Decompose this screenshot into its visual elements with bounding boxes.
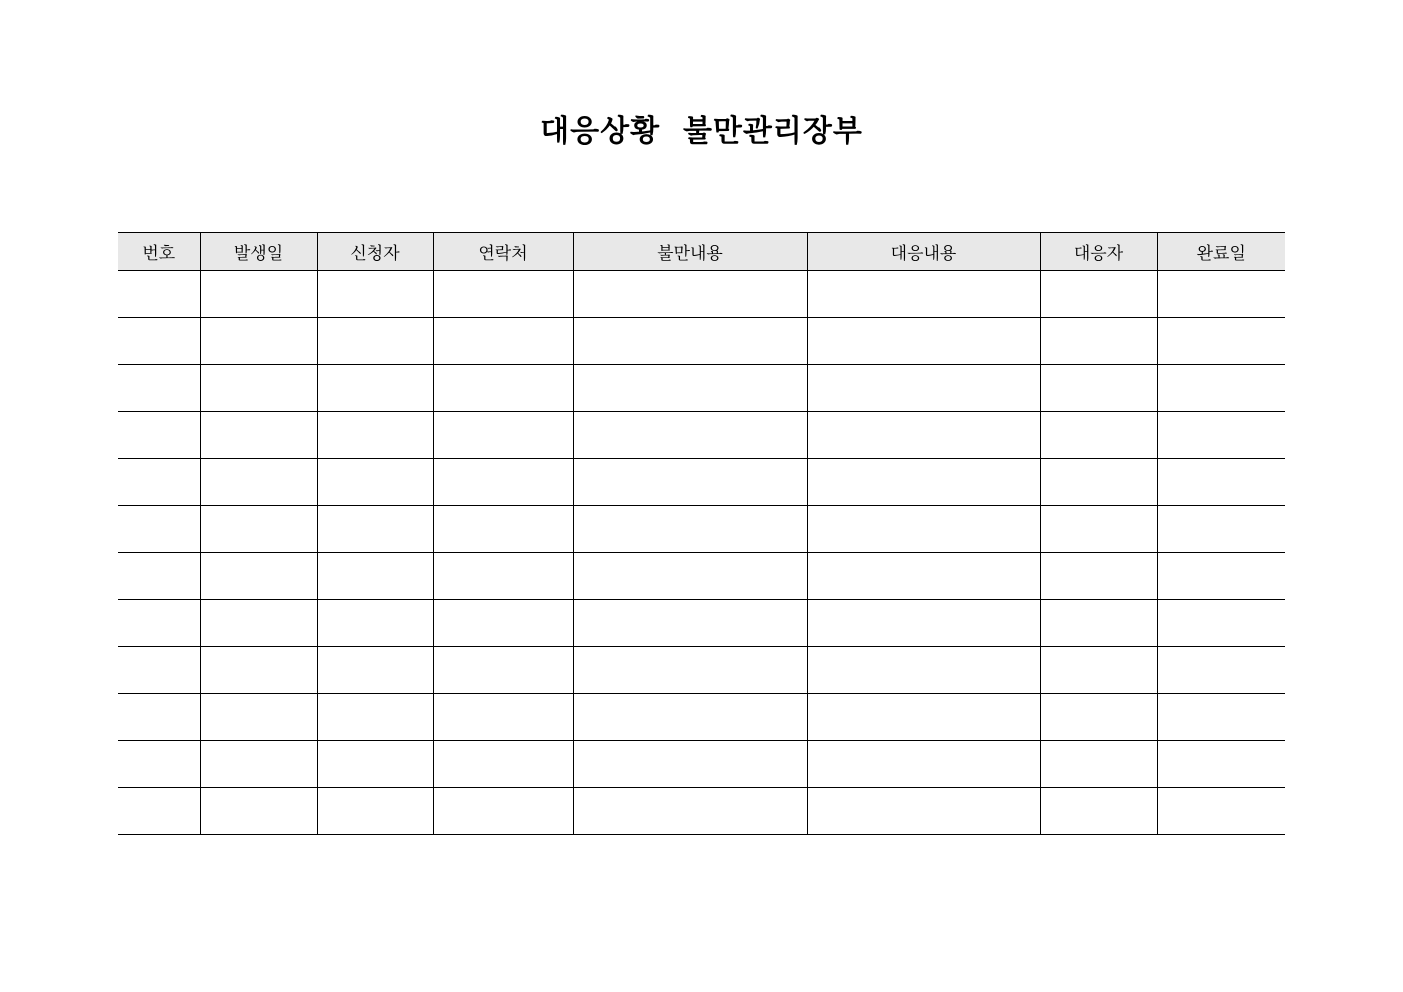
cell-responder[interactable] [1040,694,1157,741]
cell-responder[interactable] [1040,788,1157,835]
cell-date-occurred[interactable] [200,553,317,600]
cell-complaint-details[interactable] [573,412,807,459]
cell-responder[interactable] [1040,506,1157,553]
cell-response-details[interactable] [807,459,1040,506]
cell-contact[interactable] [433,506,573,553]
header-date-completed: 완료일 [1157,233,1285,271]
cell-number[interactable] [118,318,200,365]
cell-contact[interactable] [433,694,573,741]
cell-date-completed[interactable] [1157,788,1285,835]
cell-date-completed[interactable] [1157,459,1285,506]
cell-response-details[interactable] [807,788,1040,835]
table-row [118,365,1285,412]
cell-response-details[interactable] [807,506,1040,553]
cell-contact[interactable] [433,459,573,506]
cell-date-completed[interactable] [1157,694,1285,741]
table-row [118,600,1285,647]
cell-applicant[interactable] [317,741,433,788]
table-row [118,318,1285,365]
cell-applicant[interactable] [317,788,433,835]
cell-date-completed[interactable] [1157,271,1285,318]
cell-responder[interactable] [1040,412,1157,459]
table-body [118,271,1285,835]
cell-contact[interactable] [433,271,573,318]
header-number: 번호 [118,233,200,271]
table-row [118,459,1285,506]
cell-complaint-details[interactable] [573,553,807,600]
cell-applicant[interactable] [317,600,433,647]
cell-number[interactable] [118,788,200,835]
header-response-details: 대응내용 [807,233,1040,271]
cell-number[interactable] [118,459,200,506]
cell-complaint-details[interactable] [573,318,807,365]
cell-applicant[interactable] [317,459,433,506]
table-row [118,694,1285,741]
cell-complaint-details[interactable] [573,694,807,741]
document-title: 대응상황 불만관리장부 [540,114,863,149]
cell-complaint-details[interactable] [573,365,807,412]
cell-response-details[interactable] [807,412,1040,459]
table-row [118,506,1285,553]
cell-number[interactable] [118,694,200,741]
cell-number[interactable] [118,412,200,459]
cell-number[interactable] [118,647,200,694]
header-complaint-details: 불만내용 [573,233,807,271]
cell-date-completed[interactable] [1157,600,1285,647]
header-applicant: 신청자 [317,233,433,271]
cell-number[interactable] [118,600,200,647]
cell-applicant[interactable] [317,271,433,318]
cell-date-occurred[interactable] [200,694,317,741]
table-row [118,647,1285,694]
table-row [118,412,1285,459]
cell-complaint-details[interactable] [573,600,807,647]
table-row [118,788,1285,835]
header-contact: 연락처 [433,233,573,271]
cell-response-details[interactable] [807,318,1040,365]
cell-responder[interactable] [1040,741,1157,788]
cell-contact[interactable] [433,412,573,459]
cell-responder[interactable] [1040,365,1157,412]
cell-date-completed[interactable] [1157,741,1285,788]
cell-contact[interactable] [433,600,573,647]
cell-number[interactable] [118,553,200,600]
cell-date-completed[interactable] [1157,647,1285,694]
cell-contact[interactable] [433,318,573,365]
header-date-occurred: 발생일 [200,233,317,271]
cell-responder[interactable] [1040,553,1157,600]
cell-date-occurred[interactable] [200,412,317,459]
cell-applicant[interactable] [317,506,433,553]
cell-date-occurred[interactable] [200,318,317,365]
cell-date-occurred[interactable] [200,271,317,318]
cell-response-details[interactable] [807,694,1040,741]
cell-date-occurred[interactable] [200,506,317,553]
cell-complaint-details[interactable] [573,788,807,835]
cell-response-details[interactable] [807,365,1040,412]
cell-contact[interactable] [433,647,573,694]
cell-complaint-details[interactable] [573,271,807,318]
cell-date-completed[interactable] [1157,506,1285,553]
cell-contact[interactable] [433,553,573,600]
table-row [118,553,1285,600]
cell-responder[interactable] [1040,647,1157,694]
cell-applicant[interactable] [317,412,433,459]
cell-applicant[interactable] [317,694,433,741]
cell-complaint-details[interactable] [573,459,807,506]
complaint-ledger-table [118,232,1285,835]
cell-applicant[interactable] [317,553,433,600]
cell-contact[interactable] [433,741,573,788]
cell-number[interactable] [118,365,200,412]
cell-applicant[interactable] [317,365,433,412]
cell-date-completed[interactable] [1157,553,1285,600]
cell-response-details[interactable] [807,271,1040,318]
cell-date-completed[interactable] [1157,365,1285,412]
cell-complaint-details[interactable] [573,647,807,694]
cell-applicant[interactable] [317,318,433,365]
table-row [118,271,1285,318]
cell-responder[interactable] [1040,459,1157,506]
header-responder: 대응자 [1040,233,1157,271]
cell-complaint-details[interactable] [573,741,807,788]
cell-response-details[interactable] [807,600,1040,647]
cell-contact[interactable] [433,365,573,412]
cell-date-completed[interactable] [1157,412,1285,459]
cell-responder[interactable] [1040,600,1157,647]
cell-date-occurred[interactable] [200,600,317,647]
cell-applicant[interactable] [317,647,433,694]
cell-response-details[interactable] [807,647,1040,694]
cell-date-occurred[interactable] [200,365,317,412]
cell-date-occurred[interactable] [200,647,317,694]
cell-date-occurred[interactable] [200,788,317,835]
table-row [118,741,1285,788]
cell-responder[interactable] [1040,271,1157,318]
cell-response-details[interactable] [807,741,1040,788]
cell-responder[interactable] [1040,318,1157,365]
cell-number[interactable] [118,271,200,318]
cell-number[interactable] [118,506,200,553]
cell-date-occurred[interactable] [200,741,317,788]
cell-date-occurred[interactable] [200,459,317,506]
cell-number[interactable] [118,741,200,788]
cell-response-details[interactable] [807,553,1040,600]
cell-date-completed[interactable] [1157,318,1285,365]
cell-complaint-details[interactable] [573,506,807,553]
cell-contact[interactable] [433,788,573,835]
table-header-row [118,233,1285,271]
